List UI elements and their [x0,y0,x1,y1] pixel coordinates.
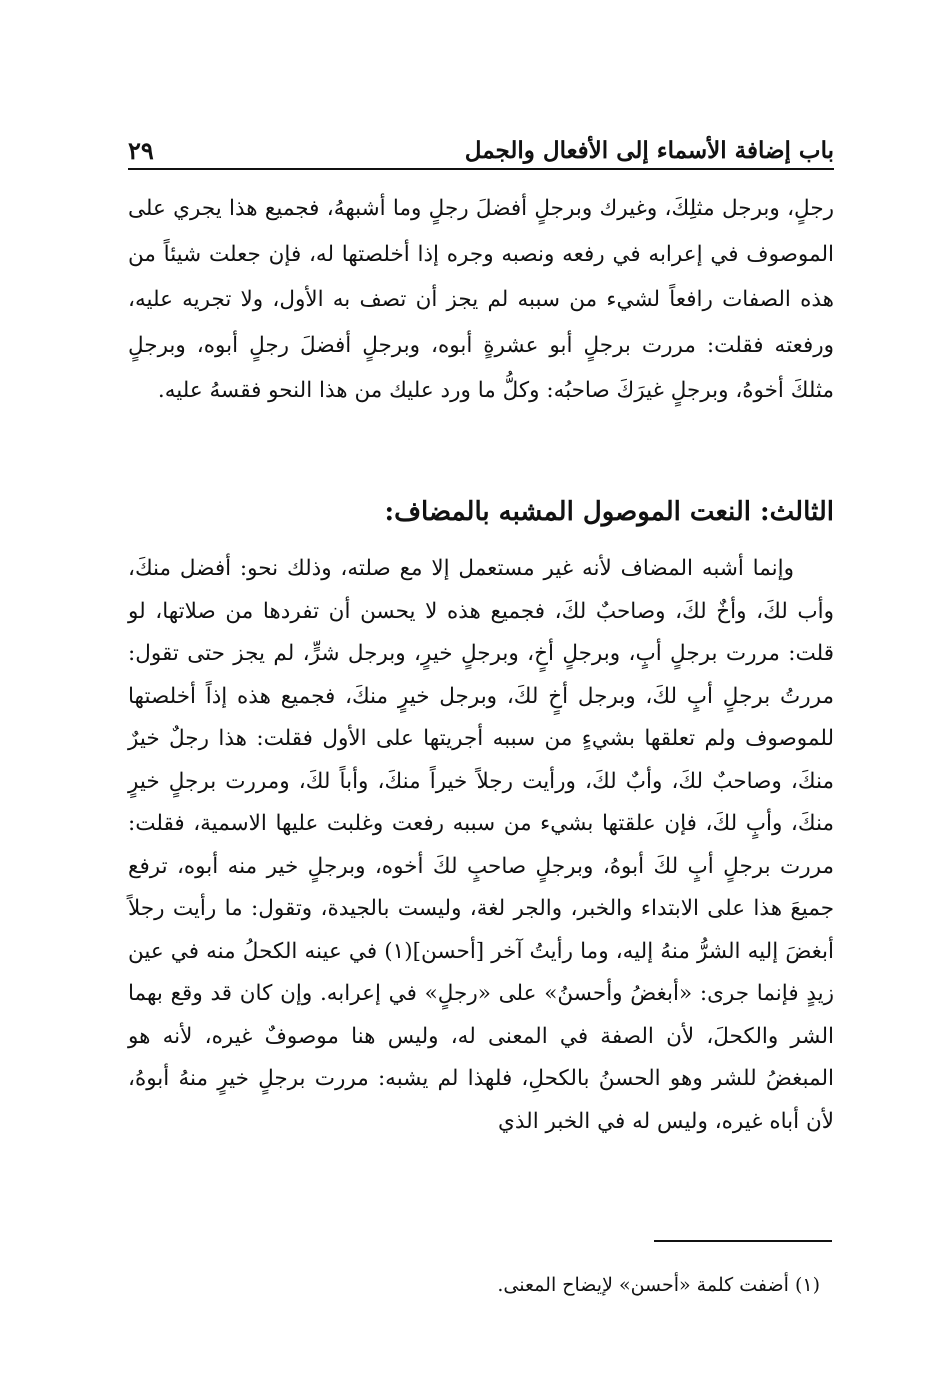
footnote-divider [654,1240,832,1242]
paragraph-intro: رجلٍ، وبرجل مثلِكَ، وغيرك وبرجلٍ أفضلَ رجلٍ وما أشبههُ، فجميع هذا يجري على الموصوف في إعرابه في رفعه ونصبه وجره إذا أخلصتها له، فإن جعلت شيئاً من هذه الصفات رافعاً لشيء من سببه لم يجز أن تصف به الأول، ولا تجريه عليه، ورفعته فقلت: مررت برجلٍ أبو عشرةٍ أبوه، وبرجلٍ أفضلَ رجلٍ أبوه، وبرجلٍ مثلكَ أخوهُ، وبرجلٍ غيرَكَ صاحبُه: وكلُّ ما ورد عليك من هذا النحو فقسهُ عليه. [128,196,834,403]
header-divider [128,168,834,170]
paragraph-main: وإنما أشبه المضاف لأنه غير مستعمل إلا مع صلته، وذلك نحو: أفضل منكَ، وأب لكَ، وأخٌ لكَ، وصاحبٌ لكَ، فجميع هذه لا يحسن أن تفردها من صلاتها، لو قلت: مررت برجلٍ أبٍ، وبرجلٍ أخٍ، وبرجلٍ خيرٍ، وبرجل شرٍّ، لم يجز حتى تقول: مررتُ برجلٍ أبٍ لكَ، وبرجل أخٍ لكَ، وبرجل خيرٍ منكَ، فجميع هذه إذاً أخلصتها للموصوف ولم تعلقها بشيءٍ من سببه أجريتها على الأول فقلت: هذا رجلٌ خيرٌ منكَ، وصاحبٌ لكَ، وأبٌ لكَ، ورأيت رجلاً خيراً منكَ، وأباً لكَ، ومررت برجلٍ خيرٍ منكَ، وأبٍ لكَ، فإن علقتها بشيء من سببه رفعت وغلبت عليها الاسمية، فقلت: مررت برجلٍ أبٍ لكَ أبوهُ، وبرجلٍ صاحبٍ لكَ أخوه، وبرجلٍ خير منه أبوه، ترفع جميعَ هذا على الابتداء والخبر، والجر لغة، وليست بالجيدة، وتقول: ما رأيت رجلاً أبغضَ إليه الشرُّ منهُ إليه، وما رأيتُ آخر [أحسن](١) في عينه الكحلُ منه في عين زيدٍ فإنما جرى: «أبغضُ وأحسنُ» على «رجلٍ» في إعرابه. وإن كان قد وقع بهما الشر والكحلَ، لأن الصفة في المعنى له، وليس هنا موصوفٌ غيره، لأنه هو المبغضُ للشر وهو الحسنُ بالكحلِ، فلهذا لم يشبه: مررت برجلٍ خيرٍ منهُ أبوهُ، لأن أباه غيره، وليس له في الخبر الذي [128,556,834,1134]
chapter-title: باب إضافة الأسماء إلى الأفعال والجمل [464,137,834,164]
footnote: (١) أضفت كلمة «أحسن» لإيضاح المعنى. [497,1274,820,1296]
running-header [128,126,834,166]
page-number: ٢٩ [128,136,154,165]
section-heading: الثالث: النعت الموصول المشبه بالمضاف: [384,497,834,527]
